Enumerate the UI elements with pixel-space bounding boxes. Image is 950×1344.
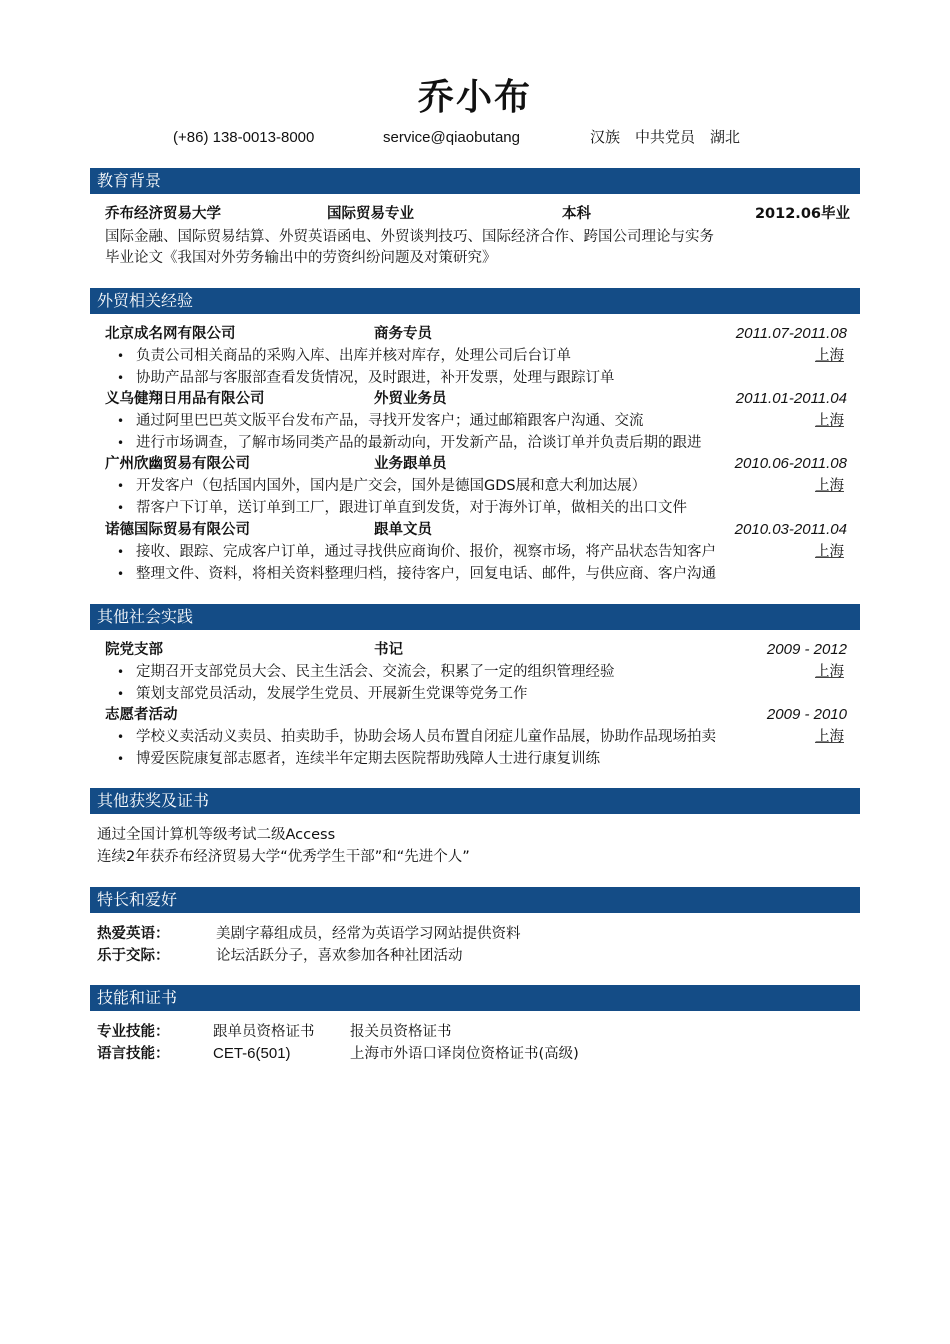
bullet-text: 进行市场调查，了解市场同类产品的最新动向，开发新产品，洽谈订单并负责后期的跟进 [136, 435, 702, 451]
bullet-text: 学校义卖活动义卖员、拍卖助手，协助会场人员布置自闭症儿童作品展，协助作品现场拍卖 [136, 729, 716, 745]
award-text: 连续2年获乔布经济贸易大学“优秀学生干部”和“先进个人” [97, 849, 470, 865]
bullet-icon: • [117, 730, 125, 744]
practice-location: 上海 [815, 729, 844, 745]
skill-label: 语言技能： [97, 1046, 170, 1062]
bullet-text: 通过阿里巴巴英文版平台发布产品，寻找开发客户；通过邮箱跟客户沟通、交流 [136, 413, 644, 429]
practice-row [0, 704, 950, 726]
practice-bullet [0, 726, 950, 748]
bullet-icon: • [117, 436, 125, 450]
section-practice-header: 其他社会实践 [90, 604, 860, 630]
bullet-icon: • [117, 371, 125, 385]
skill-item [0, 1043, 950, 1065]
bullet-text: 博爱医院康复部志愿者，连续半年定期去医院帮助残障人士进行康复训练 [136, 751, 600, 767]
candidate-name: 乔小布 [417, 77, 532, 118]
practice-bullet [0, 748, 950, 770]
job-role: 外贸业务员 [374, 391, 447, 407]
job-bullet [0, 432, 950, 454]
job-date: 2010.03-2011.04 [734, 521, 847, 538]
skill-cert: 上海市外语口译岗位资格证书(高级) [350, 1046, 579, 1062]
bullet-icon: • [117, 479, 125, 493]
job-bullet [0, 410, 950, 432]
education-row [0, 203, 950, 225]
job-bullet [0, 541, 950, 563]
skill-item [0, 1021, 950, 1043]
bullet-icon: • [117, 665, 125, 679]
graduation-date: 2012.06毕业 [754, 206, 850, 222]
job-role: 跟单文员 [374, 522, 432, 538]
job-role: 业务跟单员 [374, 456, 447, 472]
job-row [0, 519, 950, 541]
hobby-text: 论坛活跃分子，喜欢参加各种社团活动 [216, 948, 463, 964]
section-awards-header: 其他获奖及证书 [90, 788, 860, 814]
bullet-text: 策划支部党员活动，发展学生党员、开展新生党课等党务工作 [136, 686, 528, 702]
bullet-text: 负责公司相关商品的采购入库、出库并核对库存，处理公司后台订单 [136, 348, 571, 364]
bullet-icon: • [117, 752, 125, 766]
practice-org: 院党支部 [105, 642, 163, 658]
bullet-text: 整理文件、资料，将相关资料整理归档，接待客户，回复电话、邮件，与供应商、客户沟通 [136, 566, 716, 582]
job-row [0, 323, 950, 345]
company-name: 广州欣幽贸易有限公司 [105, 456, 250, 472]
award-item [0, 824, 950, 846]
bullet-text: 定期召开支部党员大会、民主生活会、交流会，积累了一定的组织管理经验 [136, 664, 615, 680]
bullet-icon: • [117, 567, 125, 581]
contact-email: service@qiaobutang [383, 129, 520, 146]
degree: 本科 [562, 206, 591, 222]
section-hobbies-header: 特长和爱好 [90, 887, 860, 913]
company-name: 义乌健翔日用品有限公司 [105, 391, 265, 407]
education-courses [0, 226, 950, 248]
job-location: 上海 [815, 478, 844, 494]
company-name: 诺德国际贸易有限公司 [105, 522, 250, 538]
award-item [0, 846, 950, 868]
practice-date: 2009 - 2012 [766, 641, 847, 658]
school-name: 乔布经济贸易大学 [105, 206, 221, 222]
personal-info: 汉族 中共党员 湖北 [590, 129, 741, 146]
bullet-text: 协助产品部与客服部查看发货情况，及时跟进，补开发票，处理与跟踪订单 [136, 370, 615, 386]
hobby-item [0, 923, 950, 945]
hobby-label: 乐于交际： [97, 948, 170, 964]
bullet-icon: • [117, 501, 125, 515]
section-experience-header: 外贸相关经验 [90, 288, 860, 314]
practice-role: 书记 [374, 642, 403, 658]
education-thesis [0, 247, 950, 269]
job-bullet [0, 345, 950, 367]
job-location: 上海 [815, 413, 844, 429]
skill-cert: CET-6(501) [213, 1045, 291, 1062]
bullet-text: 开发客户（包括国内国外，国内是广交会，国外是德国GDS展和意大利加达展） [136, 478, 647, 494]
hobby-item [0, 945, 950, 967]
skill-cert: 跟单员资格证书 [213, 1024, 315, 1040]
practice-org: 志愿者活动 [105, 707, 178, 723]
bullet-icon: • [117, 687, 125, 701]
hobby-label: 热爱英语： [97, 926, 170, 942]
practice-bullet [0, 683, 950, 705]
job-bullet [0, 563, 950, 585]
job-row [0, 453, 950, 475]
bullet-icon: • [117, 349, 125, 363]
job-date: 2010.06-2011.08 [734, 455, 847, 472]
company-name: 北京成名网有限公司 [105, 326, 236, 342]
major: 国际贸易专业 [327, 206, 414, 222]
bullet-text: 接收、跟踪、完成客户订单，通过寻找供应商询价、报价，视察市场，将产品状态告知客户 [136, 544, 716, 560]
job-row [0, 388, 950, 410]
job-bullet [0, 497, 950, 519]
hobby-text: 美剧字幕组成员，经常为英语学习网站提供资料 [216, 926, 521, 942]
practice-location: 上海 [815, 664, 844, 680]
job-location: 上海 [815, 348, 844, 364]
contact-phone: (+86) 138-0013-8000 [173, 129, 315, 146]
job-role: 商务专员 [374, 326, 432, 342]
bullet-text: 帮客户下订单，送订单到工厂，跟进订单直到发货，对于海外订单，做相关的出口文件 [136, 500, 687, 516]
job-location: 上海 [815, 544, 844, 560]
thesis-text: 毕业论文《我国对外劳务输出中的劳资纠纷问题及对策研究》 [105, 250, 497, 266]
job-bullet [0, 367, 950, 389]
bullet-icon: • [117, 545, 125, 559]
award-text: 通过全国计算机等级考试二级Access [97, 827, 336, 843]
job-date: 2011.01-2011.04 [735, 390, 847, 407]
skill-cert: 报关员资格证书 [350, 1024, 452, 1040]
practice-date: 2009 - 2010 [766, 706, 847, 723]
practice-row [0, 639, 950, 661]
courses-text: 国际金融、国际贸易结算、外贸英语函电、外贸谈判技巧、国际经济合作、跨国公司理论与实务 [105, 229, 714, 245]
section-skills-header: 技能和证书 [90, 985, 860, 1011]
section-education-header: 教育背景 [90, 168, 860, 194]
job-bullet [0, 475, 950, 497]
job-date: 2011.07-2011.08 [735, 325, 847, 342]
bullet-icon: • [117, 414, 125, 428]
practice-bullet [0, 661, 950, 683]
skill-label: 专业技能： [97, 1024, 170, 1040]
